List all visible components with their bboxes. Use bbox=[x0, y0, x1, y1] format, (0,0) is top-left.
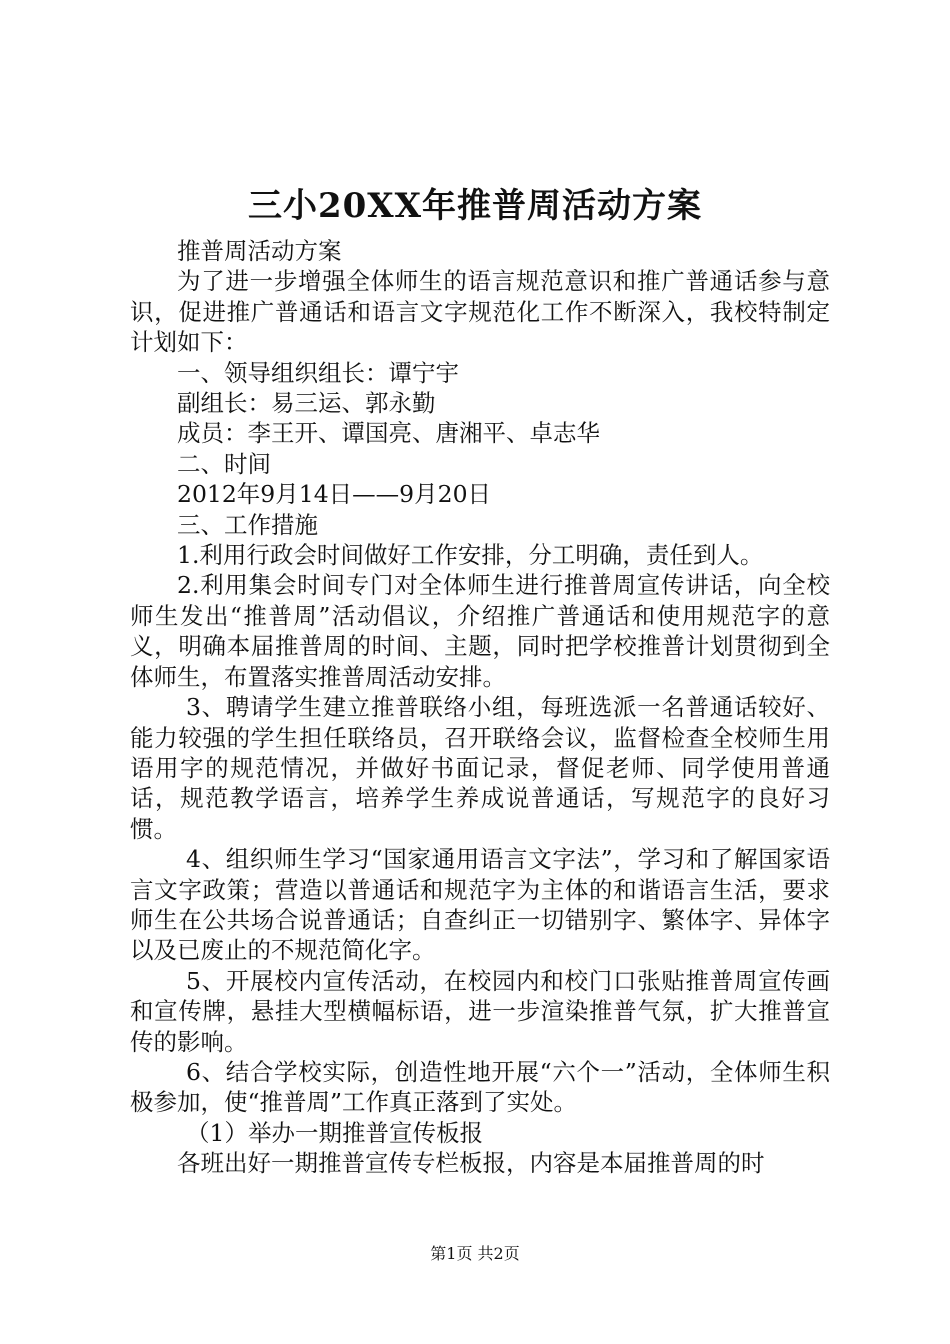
paragraph-measure-6: 6、结合学校实际，创造性地开展“六个一”活动，全体师生积极参加，使“推普周”工作真正落到了实处。 bbox=[130, 1057, 830, 1117]
paragraph-measure-2: 2.利用集会时间专门对全体师生进行推普周宣传讲话，向全校师生发出“推普周”活动倡议，介绍推广普通话和使用规范字的意义，明确本届推普周的时间、主题，同时把学校推普计划贯彻到全体师生，布置落实推普周活动安排。 bbox=[130, 571, 830, 691]
paragraph-measure-1: 1.利用行政会时间做好工作安排，分工明确，责任到人。 bbox=[177, 541, 764, 570]
paragraph-intro: 为了进一步增强全体师生的语言规范意识和推广普通话参与意识，促进推广普通话和语言文字规范化工作不断深入，我校特制定计划如下： bbox=[130, 267, 830, 357]
paragraph-measure-5: 5、开展校内宣传活动，在校园内和校门口张贴推普周宣传画和宣传牌，悬挂大型横幅标语，进一步渲染推普气氛，扩大推普宣传的影响。 bbox=[130, 966, 830, 1056]
paragraph-activity-1: （1）举办一期推普宣传板报 bbox=[186, 1118, 483, 1147]
paragraph-members: 成员：李王开、谭国亮、唐湘平、卓志华 bbox=[177, 419, 600, 448]
paragraph-subtitle: 推普周活动方案 bbox=[177, 237, 342, 265]
paragraph-measure-4: 4、组织师生学习“国家通用语言文字法”，学习和了解国家语言文字政策；营造以普通话和规范字为主体的和谐语言生活，要求师生在公共场合说普通话；自查纠正一切错别字、繁体字、异体字以及已废止的不规范简化字。 bbox=[130, 845, 830, 965]
paragraph-measures-heading: 三、工作措施 bbox=[177, 510, 318, 539]
paragraph-measure-3: 3、聘请学生建立推普联络小组，每班选派一名普通话较好、能力较强的学生担任联络员，召开联络会议，监督检查全校师生用语用字的规范情况，并做好书面记录，督促老师、同学使用普通话，规范教学语言，培养学生养成说普通话，写规范字的良好习惯。 bbox=[130, 693, 830, 843]
page-title: 三小20XX年推普周活动方案 bbox=[247, 186, 703, 226]
paragraph-time: 2012年9月14日——9月20日 bbox=[177, 480, 492, 509]
paragraph-time-heading: 二、时间 bbox=[177, 449, 271, 478]
paragraph-vice-leader: 副组长：易三运、郭永勤 bbox=[177, 389, 436, 418]
page-footer: 第1页 共2页 bbox=[430, 1244, 520, 1263]
paragraph-leader: 一、领导组织组长：谭宁宇 bbox=[177, 358, 459, 387]
document-body bbox=[130, 236, 830, 1179]
paragraph-activity-1-detail: 各班出好一期推普宣传专栏板报，内容是本届推普周的时 bbox=[177, 1149, 765, 1178]
